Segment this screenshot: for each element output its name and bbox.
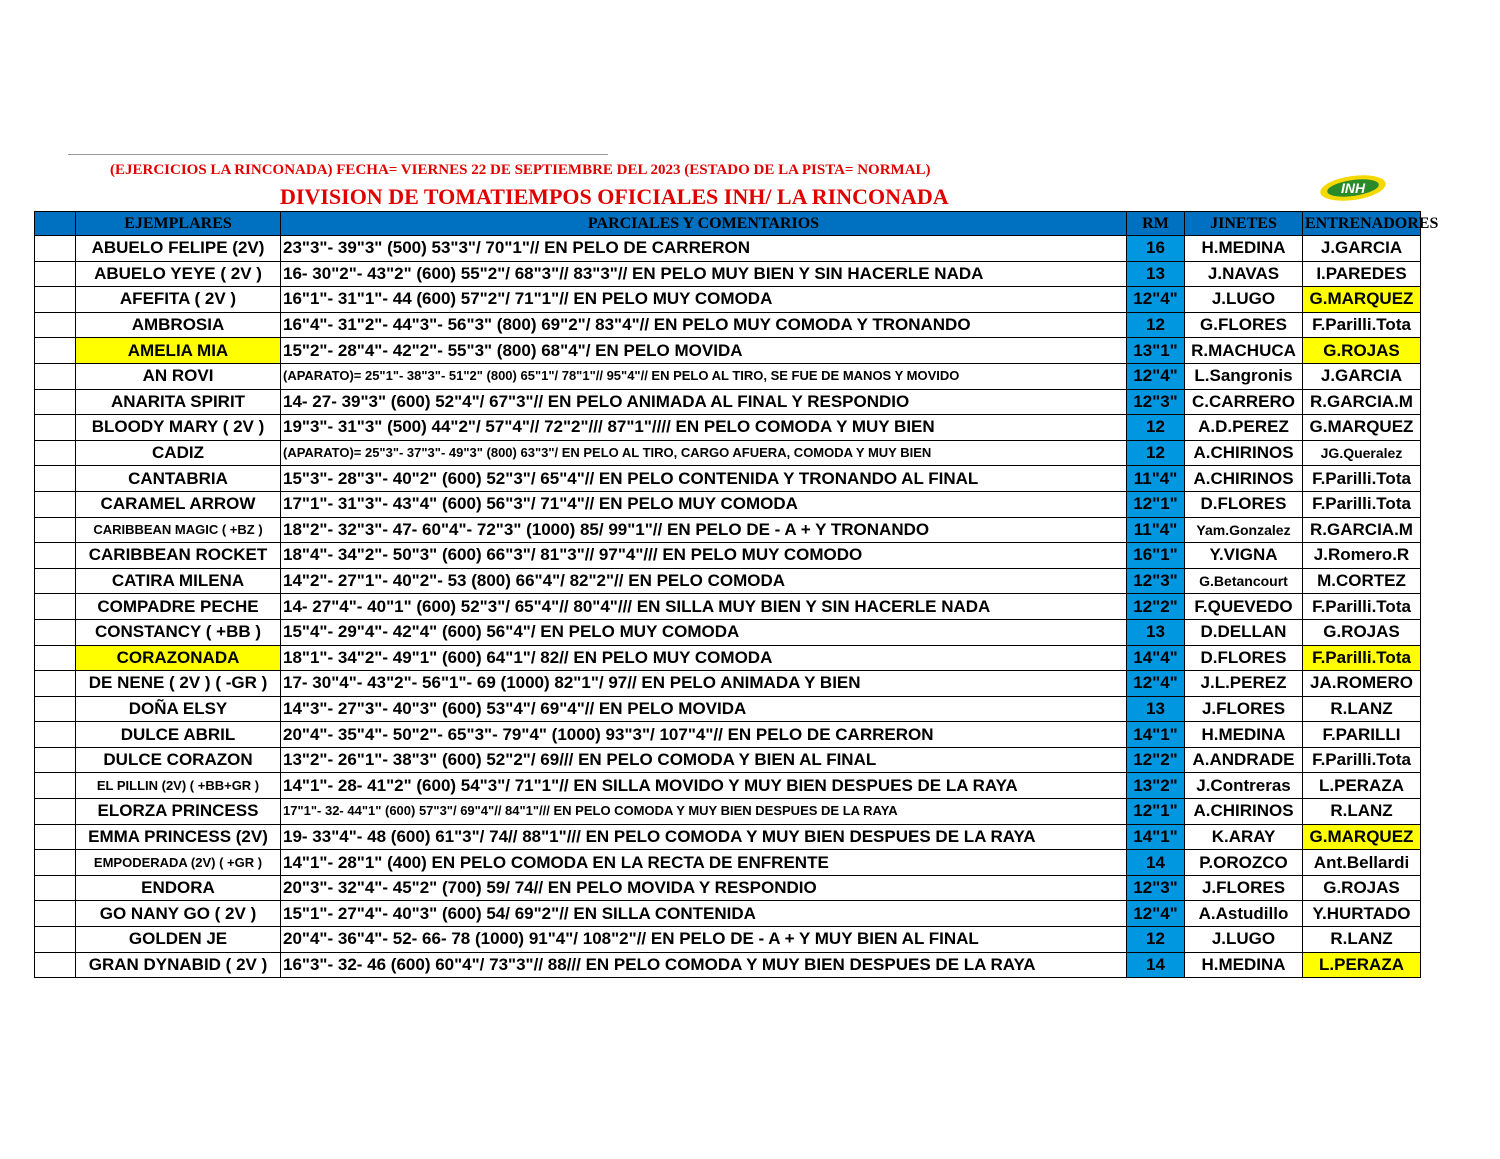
row-blank-cell — [35, 287, 76, 313]
jockey-name: J.Contreras — [1185, 773, 1303, 799]
table-row — [35, 952, 1421, 978]
jockey-name: J.NAVAS — [1185, 261, 1303, 287]
table-row — [35, 722, 1421, 748]
rm-value: 13 — [1127, 261, 1185, 287]
horse-name: ABUELO YEYE ( 2V ) — [76, 261, 281, 287]
trainer-name: F.Parilli.Tota — [1303, 466, 1421, 492]
rm-value: 14 — [1127, 850, 1185, 876]
trainer-name: R.GARCIA.M — [1303, 389, 1421, 415]
horse-name: CANTABRIA — [76, 466, 281, 492]
jockey-name: J.FLORES — [1185, 696, 1303, 722]
jockey-name: J.L.PEREZ — [1185, 671, 1303, 697]
horse-name: AMBROSIA — [76, 312, 281, 338]
header-rm: RM — [1127, 212, 1185, 236]
workout-parciales: 17"1"- 32- 44"1" (600) 57"3"/ 69"4"// 84"1"/// EN PELO COMODA Y MUY BIEN DESPUES DE LA RAYA — [281, 799, 1127, 825]
horse-name: ENDORA — [76, 875, 281, 901]
horse-name: DULCE CORAZON — [76, 747, 281, 773]
trainer-name: J.Romero.R — [1303, 543, 1421, 569]
table-row — [35, 594, 1421, 620]
rm-value: 12 — [1127, 440, 1185, 466]
jockey-name: D.FLORES — [1185, 645, 1303, 671]
workout-parciales: 20"4"- 36"4"- 52- 66- 78 (1000) 91"4"/ 108"2"// EN PELO DE - A + Y MUY BIEN AL FINAL — [281, 927, 1127, 953]
row-blank-cell — [35, 440, 76, 466]
rm-value: 14"1" — [1127, 722, 1185, 748]
trainer-name: Y.HURTADO — [1303, 901, 1421, 927]
jockey-name: P.OROZCO — [1185, 850, 1303, 876]
workout-parciales: 15"1"- 27"4"- 40"3" (600) 54/ 69"2"// EN SILLA CONTENIDA — [281, 901, 1127, 927]
row-blank-cell — [35, 568, 76, 594]
header-ejemplares: EJEMPLARES — [76, 212, 281, 236]
table-row — [35, 440, 1421, 466]
table-row — [35, 312, 1421, 338]
rm-value: 13"1" — [1127, 338, 1185, 364]
row-blank-cell — [35, 517, 76, 543]
workout-parciales: 15"4"- 29"4"- 42"4" (600) 56"4"/ EN PELO MUY COMODA — [281, 619, 1127, 645]
trainer-name: R.LANZ — [1303, 799, 1421, 825]
workout-parciales: 20"4"- 35"4"- 50"2"- 65"3"- 79"4" (1000) 93"3"/ 107"4"// EN PELO DE CARRERON — [281, 722, 1127, 748]
workout-parciales: 14"3"- 27"3"- 40"3" (600) 53"4"/ 69"4"// EN PELO MOVIDA — [281, 696, 1127, 722]
jockey-name: C.CARRERO — [1185, 389, 1303, 415]
trainer-name: G.ROJAS — [1303, 338, 1421, 364]
row-blank-cell — [35, 952, 76, 978]
workout-parciales: 16"1"- 31"1"- 44 (600) 57"2"/ 71"1"// EN PELO MUY COMODA — [281, 287, 1127, 313]
jockey-name: A.ANDRADE — [1185, 747, 1303, 773]
table-row — [35, 389, 1421, 415]
decorative-line — [68, 154, 608, 155]
header-jinetes: JINETES — [1185, 212, 1303, 236]
horse-name: EMPODERADA (2V) ( +GR ) — [76, 850, 281, 876]
header-blank — [35, 212, 76, 236]
jockey-name: J.FLORES — [1185, 875, 1303, 901]
rm-value: 12"2" — [1127, 594, 1185, 620]
table-row — [35, 568, 1421, 594]
workout-parciales: (APARATO)= 25"3"- 37"3"- 49"3" (800) 63"3"/ EN PELO AL TIRO, CARGO AFUERA, COMODA Y MUY BIEN — [281, 440, 1127, 466]
table-row — [35, 619, 1421, 645]
horse-name: AN ROVI — [76, 363, 281, 389]
horse-name: CONSTANCY ( +BB ) — [76, 619, 281, 645]
table-row — [35, 261, 1421, 287]
row-blank-cell — [35, 747, 76, 773]
trainer-name: F.Parilli.Tota — [1303, 594, 1421, 620]
workout-parciales: 13"2"- 26"1"- 38"3" (600) 52"2"/ 69/// EN PELO COMODA Y BIEN AL FINAL — [281, 747, 1127, 773]
workouts-table — [34, 211, 1439, 978]
workout-parciales: 18"1"- 34"2"- 49"1" (600) 64"1"/ 82// EN PELO MUY COMODA — [281, 645, 1127, 671]
table-row — [35, 466, 1421, 492]
row-blank-cell — [35, 338, 76, 364]
rm-value: 14 — [1127, 952, 1185, 978]
trainer-name: G.MARQUEZ — [1303, 415, 1421, 441]
report-subtitle: (EJERCICIOS LA RINCONADA) FECHA= VIERNES 22 DE SEPTIEMBRE DEL 2023 (ESTADO DE LA PISTA= NORMAL) — [110, 162, 931, 178]
table-row — [35, 901, 1421, 927]
rm-value: 12"4" — [1127, 671, 1185, 697]
row-blank-cell — [35, 799, 76, 825]
rm-value: 12"2" — [1127, 747, 1185, 773]
trainer-name: L.PERAZA — [1303, 773, 1421, 799]
workout-parciales: 16"3"- 32- 46 (600) 60"4"/ 73"3"// 88/// EN PELO COMODA Y MUY BIEN DESPUES DE LA RAYA — [281, 952, 1127, 978]
row-blank-cell — [35, 619, 76, 645]
workout-parciales: 17"1"- 31"3"- 43"4" (600) 56"3"/ 71"4"// EN PELO MUY COMODA — [281, 491, 1127, 517]
header-entrenadores: ENTRENADORES — [1303, 212, 1421, 236]
workout-parciales: 14- 27- 39"3" (600) 52"4"/ 67"3"// EN PELO ANIMADA AL FINAL Y RESPONDIO — [281, 389, 1127, 415]
rm-value: 12 — [1127, 312, 1185, 338]
trainer-name: G.ROJAS — [1303, 619, 1421, 645]
horse-name: GOLDEN JE — [76, 927, 281, 953]
horse-name: ABUELO FELIPE (2V) — [76, 236, 281, 262]
rm-value: 13"2" — [1127, 773, 1185, 799]
table-row — [35, 927, 1421, 953]
table-row — [35, 696, 1421, 722]
row-blank-cell — [35, 901, 76, 927]
table-row — [35, 824, 1421, 850]
table-row — [35, 338, 1421, 364]
jockey-name: F.QUEVEDO — [1185, 594, 1303, 620]
row-blank-cell — [35, 491, 76, 517]
trainer-name: F.Parilli.Tota — [1303, 747, 1421, 773]
table-row — [35, 799, 1421, 825]
workout-parciales: (APARATO)= 25"1"- 38"3"- 51"2" (800) 65"1"/ 78"1"// 95"4"// EN PELO AL TIRO, SE FUE DE MANOS Y MOVIDO — [281, 363, 1127, 389]
table-header-row — [35, 212, 1421, 236]
rm-value: 16"1" — [1127, 543, 1185, 569]
horse-name: DE NENE ( 2V ) ( -GR ) — [76, 671, 281, 697]
workout-parciales: 20"3"- 32"4"- 45"2" (700) 59/ 74// EN PELO MOVIDA Y RESPONDIO — [281, 875, 1127, 901]
jockey-name: Y.VIGNA — [1185, 543, 1303, 569]
trainer-name: Ant.Bellardi — [1303, 850, 1421, 876]
rm-value: 12"3" — [1127, 389, 1185, 415]
table-row — [35, 287, 1421, 313]
jockey-name: J.LUGO — [1185, 287, 1303, 313]
trainer-name: I.PAREDES — [1303, 261, 1421, 287]
inh-logo-icon — [1318, 170, 1388, 206]
jockey-name: J.LUGO — [1185, 927, 1303, 953]
jockey-name: A.D.PEREZ — [1185, 415, 1303, 441]
row-blank-cell — [35, 594, 76, 620]
rm-value: 14"4" — [1127, 645, 1185, 671]
header-parciales: PARCIALES Y COMENTARIOS — [281, 212, 1127, 236]
horse-name: CARIBBEAN ROCKET — [76, 543, 281, 569]
row-blank-cell — [35, 645, 76, 671]
horse-name: DULCE ABRIL — [76, 722, 281, 748]
horse-name: CARIBBEAN MAGIC ( +BZ ) — [76, 517, 281, 543]
horse-name: CADIZ — [76, 440, 281, 466]
rm-value: 13 — [1127, 696, 1185, 722]
row-blank-cell — [35, 543, 76, 569]
row-blank-cell — [35, 824, 76, 850]
row-blank-cell — [35, 389, 76, 415]
table-row — [35, 671, 1421, 697]
horse-name: COMPADRE PECHE — [76, 594, 281, 620]
workout-parciales: 17- 30"4"- 43"2"- 56"1"- 69 (1000) 82"1"/ 97// EN PELO ANIMADA Y BIEN — [281, 671, 1127, 697]
rm-value: 12 — [1127, 415, 1185, 441]
table-row — [35, 517, 1421, 543]
rm-value: 11"4" — [1127, 517, 1185, 543]
table-row — [35, 363, 1421, 389]
table-row — [35, 747, 1421, 773]
rm-value: 12"1" — [1127, 491, 1185, 517]
table-row — [35, 645, 1421, 671]
rm-value: 16 — [1127, 236, 1185, 262]
workout-parciales: 18"2"- 32"3"- 47- 60"4"- 72"3" (1000) 85/ 99"1"// EN PELO DE - A + Y TRONANDO — [281, 517, 1127, 543]
trainer-name: G.MARQUEZ — [1303, 824, 1421, 850]
trainer-name: G.MARQUEZ — [1303, 287, 1421, 313]
logo-text: INH — [1340, 180, 1366, 196]
table-row — [35, 415, 1421, 441]
jockey-name: D.DELLAN — [1185, 619, 1303, 645]
horse-name: EL PILLIN (2V) ( +BB+GR ) — [76, 773, 281, 799]
trainer-name: F.Parilli.Tota — [1303, 645, 1421, 671]
workout-parciales: 15"2"- 28"4"- 42"2"- 55"3" (800) 68"4"/ EN PELO MOVIDA — [281, 338, 1127, 364]
horse-name: GRAN DYNABID ( 2V ) — [76, 952, 281, 978]
row-blank-cell — [35, 696, 76, 722]
horse-name: AMELIA MIA — [76, 338, 281, 364]
jockey-name: A.CHIRINOS — [1185, 440, 1303, 466]
jockey-name: R.MACHUCA — [1185, 338, 1303, 364]
rm-value: 12 — [1127, 927, 1185, 953]
rm-value: 11"4" — [1127, 466, 1185, 492]
table-row — [35, 543, 1421, 569]
table-row — [35, 491, 1421, 517]
jockey-name: G.Betancourt — [1185, 568, 1303, 594]
row-blank-cell — [35, 722, 76, 748]
horse-name: EMMA PRINCESS (2V) — [76, 824, 281, 850]
row-blank-cell — [35, 850, 76, 876]
workout-parciales: 19"3"- 31"3" (500) 44"2"/ 57"4"// 72"2"/// 87"1"//// EN PELO COMODA Y MUY BIEN — [281, 415, 1127, 441]
rm-value: 12"4" — [1127, 363, 1185, 389]
workout-parciales: 16- 30"2"- 43"2" (600) 55"2"/ 68"3"// 83"3"// EN PELO MUY BIEN Y SIN HACERLE NADA — [281, 261, 1127, 287]
trainer-name: R.LANZ — [1303, 696, 1421, 722]
workout-parciales: 14- 27"4"- 40"1" (600) 52"3"/ 65"4"// 80"4"/// EN SILLA MUY BIEN Y SIN HACERLE NADA — [281, 594, 1127, 620]
table-row — [35, 850, 1421, 876]
row-blank-cell — [35, 773, 76, 799]
horse-name: CATIRA MILENA — [76, 568, 281, 594]
rm-value: 12"1" — [1127, 799, 1185, 825]
jockey-name: L.Sangronis — [1185, 363, 1303, 389]
horse-name: DOÑA ELSY — [76, 696, 281, 722]
row-blank-cell — [35, 466, 76, 492]
trainer-name: R.LANZ — [1303, 927, 1421, 953]
horse-name: CORAZONADA — [76, 645, 281, 671]
table-row — [35, 236, 1421, 262]
jockey-name: A.CHIRINOS — [1185, 799, 1303, 825]
jockey-name: A.Astudillo — [1185, 901, 1303, 927]
rm-value: 12"4" — [1127, 901, 1185, 927]
rm-value: 14"1" — [1127, 824, 1185, 850]
jockey-name: A.CHIRINOS — [1185, 466, 1303, 492]
rm-value: 13 — [1127, 619, 1185, 645]
trainer-name: G.ROJAS — [1303, 875, 1421, 901]
trainer-name: J.GARCIA — [1303, 363, 1421, 389]
table-row — [35, 773, 1421, 799]
workout-parciales: 19- 33"4"- 48 (600) 61"3"/ 74// 88"1"/// EN PELO COMODA Y MUY BIEN DESPUES DE LA RAYA — [281, 824, 1127, 850]
horse-name: ANARITA SPIRIT — [76, 389, 281, 415]
horse-name: CARAMEL ARROW — [76, 491, 281, 517]
jockey-name: G.FLORES — [1185, 312, 1303, 338]
jockey-name: H.MEDINA — [1185, 236, 1303, 262]
jockey-name: D.FLORES — [1185, 491, 1303, 517]
jockey-name: H.MEDINA — [1185, 952, 1303, 978]
workout-parciales: 23"3"- 39"3" (500) 53"3"/ 70"1"// EN PELO DE CARRERON — [281, 236, 1127, 262]
trainer-name: F.PARILLI — [1303, 722, 1421, 748]
row-blank-cell — [35, 415, 76, 441]
horse-name: ELORZA PRINCESS — [76, 799, 281, 825]
row-blank-cell — [35, 671, 76, 697]
jockey-name: Yam.Gonzalez — [1185, 517, 1303, 543]
row-blank-cell — [35, 236, 76, 262]
trainer-name: R.GARCIA.M — [1303, 517, 1421, 543]
workout-parciales: 14"2"- 27"1"- 40"2"- 53 (800) 66"4"/ 82"2"// EN PELO COMODA — [281, 568, 1127, 594]
rm-value: 12"4" — [1127, 287, 1185, 313]
horse-name: AFEFITA ( 2V ) — [76, 287, 281, 313]
row-blank-cell — [35, 312, 76, 338]
horse-name: GO NANY GO ( 2V ) — [76, 901, 281, 927]
rm-value: 12"3" — [1127, 875, 1185, 901]
row-blank-cell — [35, 261, 76, 287]
workout-parciales: 18"4"- 34"2"- 50"3" (600) 66"3"/ 81"3"// 97"4"/// EN PELO MUY COMODO — [281, 543, 1127, 569]
row-blank-cell — [35, 875, 76, 901]
horse-name: BLOODY MARY ( 2V ) — [76, 415, 281, 441]
rm-value: 12"3" — [1127, 568, 1185, 594]
trainer-name: J.GARCIA — [1303, 236, 1421, 262]
jockey-name: K.ARAY — [1185, 824, 1303, 850]
trainer-name: F.Parilli.Tota — [1303, 491, 1421, 517]
trainer-name: JA.ROMERO — [1303, 671, 1421, 697]
workout-parciales: 15"3"- 28"3"- 40"2" (600) 52"3"/ 65"4"// EN PELO CONTENIDA Y TRONANDO AL FINAL — [281, 466, 1127, 492]
trainer-name: F.Parilli.Tota — [1303, 312, 1421, 338]
trainer-name: L.PERAZA — [1303, 952, 1421, 978]
row-blank-cell — [35, 927, 76, 953]
jockey-name: H.MEDINA — [1185, 722, 1303, 748]
trainer-name: JG.Queralez — [1303, 440, 1421, 466]
report-title: DIVISION DE TOMATIEMPOS OFICIALES INH/ LA RINCONADA — [280, 184, 949, 209]
trainer-name: M.CORTEZ — [1303, 568, 1421, 594]
row-blank-cell — [35, 363, 76, 389]
table-row — [35, 875, 1421, 901]
workout-parciales: 16"4"- 31"2"- 44"3"- 56"3" (800) 69"2"/ 83"4"// EN PELO MUY COMODA Y TRONANDO — [281, 312, 1127, 338]
workout-parciales: 14"1"- 28"1" (400) EN PELO COMODA EN LA RECTA DE ENFRENTE — [281, 850, 1127, 876]
workout-parciales: 14"1"- 28- 41"2" (600) 54"3"/ 71"1"// EN SILLA MOVIDO Y MUY BIEN DESPUES DE LA RAYA — [281, 773, 1127, 799]
